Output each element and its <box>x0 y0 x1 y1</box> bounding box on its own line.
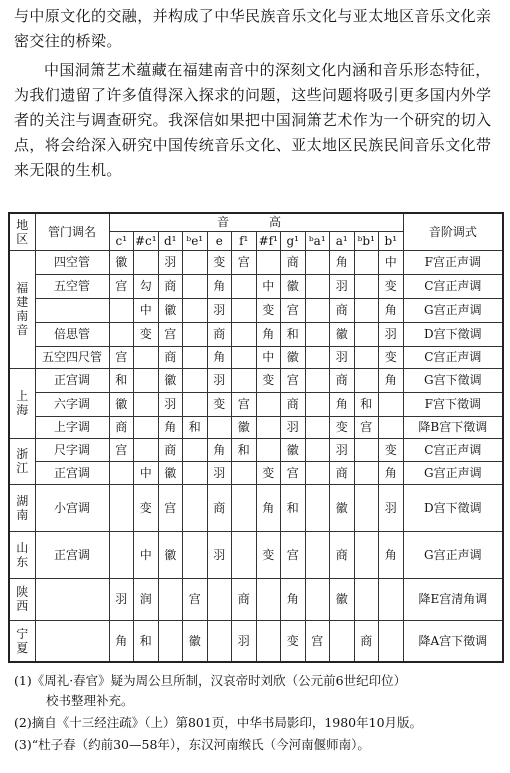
pitch-cell: 变 <box>256 298 281 322</box>
pitch-cell: 变 <box>330 416 355 438</box>
pitch-cell: 羽 <box>379 322 404 346</box>
pitch-cell: 润 <box>134 578 159 620</box>
pitch-cell: 商 <box>158 274 183 298</box>
table-row <box>9 416 503 438</box>
scale-cell: G宫下徵调 <box>403 368 503 392</box>
pitch-cell: 宫 <box>281 461 306 484</box>
pitch-cell: 角 <box>281 578 306 620</box>
pitch-cell: 中 <box>134 298 159 322</box>
mode-name-cell: 正宫调 <box>35 461 109 484</box>
pitch-cell <box>354 368 379 392</box>
table-row <box>9 322 503 346</box>
pitch-cell <box>354 531 379 578</box>
pitch-cell: 商 <box>330 531 355 578</box>
header-mode: 管门调名 <box>35 213 109 250</box>
pitch-cell: 商 <box>281 250 306 274</box>
pitch-cell: 羽 <box>109 578 134 620</box>
pitch-cell <box>109 298 134 322</box>
pitch-cell: 徽 <box>158 531 183 578</box>
scale-cell: F宫正声调 <box>403 250 503 274</box>
pitch-cell: 和 <box>183 416 208 438</box>
pitch-cell <box>207 416 232 438</box>
scale-cell: C宫正声调 <box>403 438 503 461</box>
pitch-cell: 角 <box>207 438 232 461</box>
pitch-cell: 和 <box>281 322 306 346</box>
table-row <box>9 392 503 416</box>
mode-name-cell: 正宫调 <box>35 368 109 392</box>
pitch-cell: 和 <box>109 368 134 392</box>
pitch-cell: 羽 <box>207 298 232 322</box>
pitch-cell: 宫 <box>281 298 306 322</box>
footnote-divider <box>8 661 148 662</box>
pitch-cell: 商 <box>207 484 232 531</box>
paragraph-1: 与中原文化的交融，并构成了中华民族音乐文化与亚太地区音乐文化亲密交往的桥梁。 <box>14 7 492 50</box>
pitch-cell: 和 <box>134 620 159 662</box>
region-cell: 湖 南 <box>9 484 35 531</box>
pitch-cell: 宫 <box>109 274 134 298</box>
pitch-cell <box>305 461 330 484</box>
pitch-cell <box>232 368 257 392</box>
table-row <box>9 620 503 662</box>
pitch-cell <box>379 620 404 662</box>
pitch-cell <box>305 416 330 438</box>
pitch-cell <box>354 461 379 484</box>
pitch-cell <box>207 578 232 620</box>
pitch-cell <box>183 392 208 416</box>
pitch-cell: 角 <box>207 346 232 368</box>
pitch-cell: 中 <box>379 250 404 274</box>
pitch-cell <box>109 322 134 346</box>
table-row <box>9 484 503 531</box>
pitch-cell: 商 <box>158 346 183 368</box>
table-row <box>9 461 503 484</box>
pitch-cell: 角 <box>256 484 281 531</box>
pitch-cell: 勾 <box>134 274 159 298</box>
scale-cell: G宫正声调 <box>403 531 503 578</box>
pitch-cell <box>379 578 404 620</box>
pitch-cell: 宫 <box>158 484 183 531</box>
pitch-cell: 徽 <box>109 392 134 416</box>
pitch-cell <box>354 438 379 461</box>
scale-cell: G宫正声调 <box>403 461 503 484</box>
mode-name-cell: 四空管 <box>35 250 109 274</box>
pitch-header: ᵇa¹ <box>305 231 330 250</box>
pitch-cell: 和 <box>354 392 379 416</box>
pitch-cell <box>305 484 330 531</box>
pitch-cell: 角 <box>256 322 281 346</box>
pitch-cell <box>183 322 208 346</box>
header-region: 地 区 <box>9 213 35 250</box>
pitch-cell <box>256 438 281 461</box>
pitch-cell <box>305 346 330 368</box>
pitch-cell: 宫 <box>158 322 183 346</box>
pitch-cell: 宫 <box>305 620 330 662</box>
pitch-cell: 商 <box>330 368 355 392</box>
pitch-header: ᵇe¹ <box>183 231 208 250</box>
region-cell: 上 海 <box>9 368 35 438</box>
pitch-cell: 商 <box>232 578 257 620</box>
pitch-cell <box>109 461 134 484</box>
mode-name-cell: 上字调 <box>35 416 109 438</box>
pitch-cell: 商 <box>354 620 379 662</box>
mode-name-cell: 正宫调 <box>35 531 109 578</box>
pitch-cell: 商 <box>330 298 355 322</box>
pitch-cell: 宫 <box>232 250 257 274</box>
region-cell: 山 东 <box>9 531 35 578</box>
pitch-cell: 角 <box>207 274 232 298</box>
pitch-cell <box>232 274 257 298</box>
footnote-3: (3)“杜子春（约前30—58年），东汉河南缑氏（今河南偃师南）。 <box>14 737 370 752</box>
table-row <box>9 274 503 298</box>
pitch-cell: 变 <box>207 250 232 274</box>
pitch-cell: 羽 <box>158 250 183 274</box>
region-cell: 福 建 南 音 <box>9 250 35 368</box>
pitch-header: ᵇb¹ <box>354 231 379 250</box>
pitch-cell <box>354 322 379 346</box>
pitch-cell <box>183 368 208 392</box>
pitch-cell <box>134 250 159 274</box>
pitch-cell <box>183 346 208 368</box>
pitch-cell <box>305 274 330 298</box>
pitch-header: c¹ <box>109 231 134 250</box>
pitch-cell: 和 <box>281 484 306 531</box>
pitch-cell: 徽 <box>158 368 183 392</box>
pitch-cell: 中 <box>134 531 159 578</box>
pitch-cell <box>183 438 208 461</box>
pitch-cell <box>256 416 281 438</box>
pitch-cell: 变 <box>256 368 281 392</box>
pitch-cell: 徽 <box>330 578 355 620</box>
pitch-cell: 徽 <box>158 461 183 484</box>
table-row <box>9 531 503 578</box>
pitch-cell: 中 <box>256 274 281 298</box>
pitch-cell: 宫 <box>109 438 134 461</box>
pitch-cell: 羽 <box>281 416 306 438</box>
pitch-header: b¹ <box>379 231 404 250</box>
pitch-cell <box>134 368 159 392</box>
pitch-cell: 商 <box>158 438 183 461</box>
pitch-cell <box>232 346 257 368</box>
pitch-header: a¹ <box>330 231 355 250</box>
pitch-header: e <box>207 231 232 250</box>
pitch-cell: 角 <box>379 461 404 484</box>
scale-cell: 降E宫清角调 <box>403 578 503 620</box>
pitch-cell: 商 <box>109 416 134 438</box>
scale-cell: G宫正声调 <box>403 298 503 322</box>
scale-cell: 降B宫下徵调 <box>403 416 503 438</box>
pitch-cell <box>256 392 281 416</box>
footnote-2: (2)摘自《十三经注疏》（上）第801页，中华书局影印，1980年10月版。 <box>14 715 423 730</box>
pitch-cell <box>305 368 330 392</box>
pitch-cell: 商 <box>207 322 232 346</box>
pitch-cell <box>134 346 159 368</box>
pitch-cell <box>134 416 159 438</box>
pitch-cell <box>183 298 208 322</box>
pitch-cell <box>305 531 330 578</box>
pitch-cell: 变 <box>256 531 281 578</box>
scale-cell: F宫下徵调 <box>403 392 503 416</box>
region-cell: 浙 江 <box>9 438 35 484</box>
pitch-cell <box>134 438 159 461</box>
table-row <box>9 250 503 274</box>
pitch-header: #f¹ <box>256 231 281 250</box>
pitch-cell <box>158 620 183 662</box>
pitch-cell: 和 <box>232 438 257 461</box>
scale-cell: C宫正声调 <box>403 346 503 368</box>
pitch-cell: 羽 <box>207 461 232 484</box>
pitch-cell <box>256 620 281 662</box>
region-cell: 宁 夏 <box>9 620 35 662</box>
pitch-cell <box>183 461 208 484</box>
pitch-cell: 羽 <box>158 392 183 416</box>
pitch-cell: 角 <box>330 392 355 416</box>
pitch-cell <box>134 392 159 416</box>
pitch-cell <box>158 578 183 620</box>
region-cell: 陕 西 <box>9 578 35 620</box>
pitch-cell: 徽 <box>330 322 355 346</box>
pitch-cell: 羽 <box>330 346 355 368</box>
pitch-cell: 宫 <box>183 578 208 620</box>
pitch-cell <box>183 531 208 578</box>
pitch-cell: 徽 <box>281 438 306 461</box>
pitch-cell: 徽 <box>281 274 306 298</box>
pitch-cell <box>183 274 208 298</box>
mode-name-cell: 小宫调 <box>35 484 109 531</box>
mode-name-cell: 尺字调 <box>35 438 109 461</box>
footnote-1: (1)《周礼·春官》疑为周公旦所制，汉哀帝时刘欣（公元前6世纪印位） <box>14 673 407 688</box>
pitch-cell <box>354 578 379 620</box>
pitch-cell: 角 <box>379 368 404 392</box>
pitch-cell: 羽 <box>330 438 355 461</box>
pitch-cell <box>232 531 257 578</box>
table-row <box>9 298 503 322</box>
mode-name-cell <box>35 578 109 620</box>
pitch-cell <box>305 578 330 620</box>
pitch-cell: 变 <box>379 346 404 368</box>
pitch-cell: 羽 <box>379 484 404 531</box>
tone-table <box>8 212 504 663</box>
pitch-cell <box>109 484 134 531</box>
pitch-cell <box>330 620 355 662</box>
pitch-cell: 宫 <box>281 368 306 392</box>
pitch-cell: 羽 <box>330 274 355 298</box>
scale-cell: D宫下徵调 <box>403 322 503 346</box>
pitch-cell: 宫 <box>354 416 379 438</box>
mode-name-cell: 五空四尺管 <box>35 346 109 368</box>
pitch-cell <box>354 298 379 322</box>
paragraph-2: 中国洞箫艺术蕴藏在福建南音中的深刻文化内涵和音乐形态特征，为我们遗留了许多值得深入探求的问题，这些问题将吸引更多国内外学者的关注与调查研究。我深信如果把中国洞箫艺术作为一个研究的切入点，将会给深入研究中国传统音乐文化、亚太地区民族民间音乐文化带来无限的生机。 <box>14 61 492 179</box>
pitch-cell: 徽 <box>158 298 183 322</box>
pitch-cell: 徽 <box>232 416 257 438</box>
pitch-cell: 变 <box>207 392 232 416</box>
pitch-cell: 商 <box>281 392 306 416</box>
pitch-cell <box>379 416 404 438</box>
pitch-header: d¹ <box>158 231 183 250</box>
pitch-cell: 角 <box>379 298 404 322</box>
table-row <box>9 438 503 461</box>
pitch-cell: 变 <box>281 620 306 662</box>
scale-cell: 降A宫下徵调 <box>403 620 503 662</box>
footnote-1-cont: 校书整理补充。 <box>46 693 134 708</box>
pitch-cell: 羽 <box>207 368 232 392</box>
pitch-cell: 角 <box>109 620 134 662</box>
pitch-cell: 宫 <box>281 531 306 578</box>
header-scale: 音阶调式 <box>403 213 503 250</box>
pitch-cell: 宫 <box>109 346 134 368</box>
pitch-cell <box>305 392 330 416</box>
pitch-cell: 宫 <box>232 392 257 416</box>
pitch-cell <box>232 298 257 322</box>
table-row <box>9 368 503 392</box>
pitch-header: #c¹ <box>134 231 159 250</box>
mode-name-cell: 倍思管 <box>35 322 109 346</box>
pitch-cell <box>232 484 257 531</box>
table-row <box>9 346 503 368</box>
pitch-cell <box>207 620 232 662</box>
pitch-cell: 变 <box>256 461 281 484</box>
pitch-header: g¹ <box>281 231 306 250</box>
pitch-cell: 角 <box>379 531 404 578</box>
mode-name-cell <box>35 298 109 322</box>
pitch-cell: 徽 <box>183 620 208 662</box>
mode-name-cell: 五空管 <box>35 274 109 298</box>
pitch-cell: 羽 <box>232 620 257 662</box>
pitch-cell <box>256 250 281 274</box>
mode-name-cell: 六字调 <box>35 392 109 416</box>
pitch-cell: 变 <box>134 322 159 346</box>
pitch-cell <box>232 322 257 346</box>
pitch-cell: 徽 <box>109 250 134 274</box>
pitch-cell <box>354 250 379 274</box>
pitch-cell: 角 <box>158 416 183 438</box>
pitch-cell: 商 <box>330 461 355 484</box>
header-pitch: 音 高 <box>109 213 403 231</box>
pitch-cell: 变 <box>134 484 159 531</box>
pitch-cell: 徽 <box>281 346 306 368</box>
pitch-cell <box>183 250 208 274</box>
pitch-cell <box>232 461 257 484</box>
pitch-cell: 变 <box>379 438 404 461</box>
pitch-cell: 徽 <box>330 484 355 531</box>
pitch-cell <box>109 531 134 578</box>
pitch-cell <box>305 298 330 322</box>
pitch-cell: 变 <box>379 274 404 298</box>
pitch-cell <box>354 484 379 531</box>
pitch-header: f¹ <box>232 231 257 250</box>
pitch-cell <box>379 392 404 416</box>
table-row <box>9 578 503 620</box>
pitch-cell: 羽 <box>207 531 232 578</box>
pitch-cell: 中 <box>256 346 281 368</box>
mode-name-cell <box>35 620 109 662</box>
pitch-cell: 中 <box>134 461 159 484</box>
pitch-cell <box>305 250 330 274</box>
pitch-cell <box>256 578 281 620</box>
pitch-cell <box>354 274 379 298</box>
pitch-cell <box>354 346 379 368</box>
pitch-cell <box>183 484 208 531</box>
scale-cell: C宫正声调 <box>403 274 503 298</box>
pitch-cell <box>305 322 330 346</box>
pitch-cell <box>305 438 330 461</box>
scale-cell: D宫下徵调 <box>403 484 503 531</box>
pitch-cell: 角 <box>330 250 355 274</box>
